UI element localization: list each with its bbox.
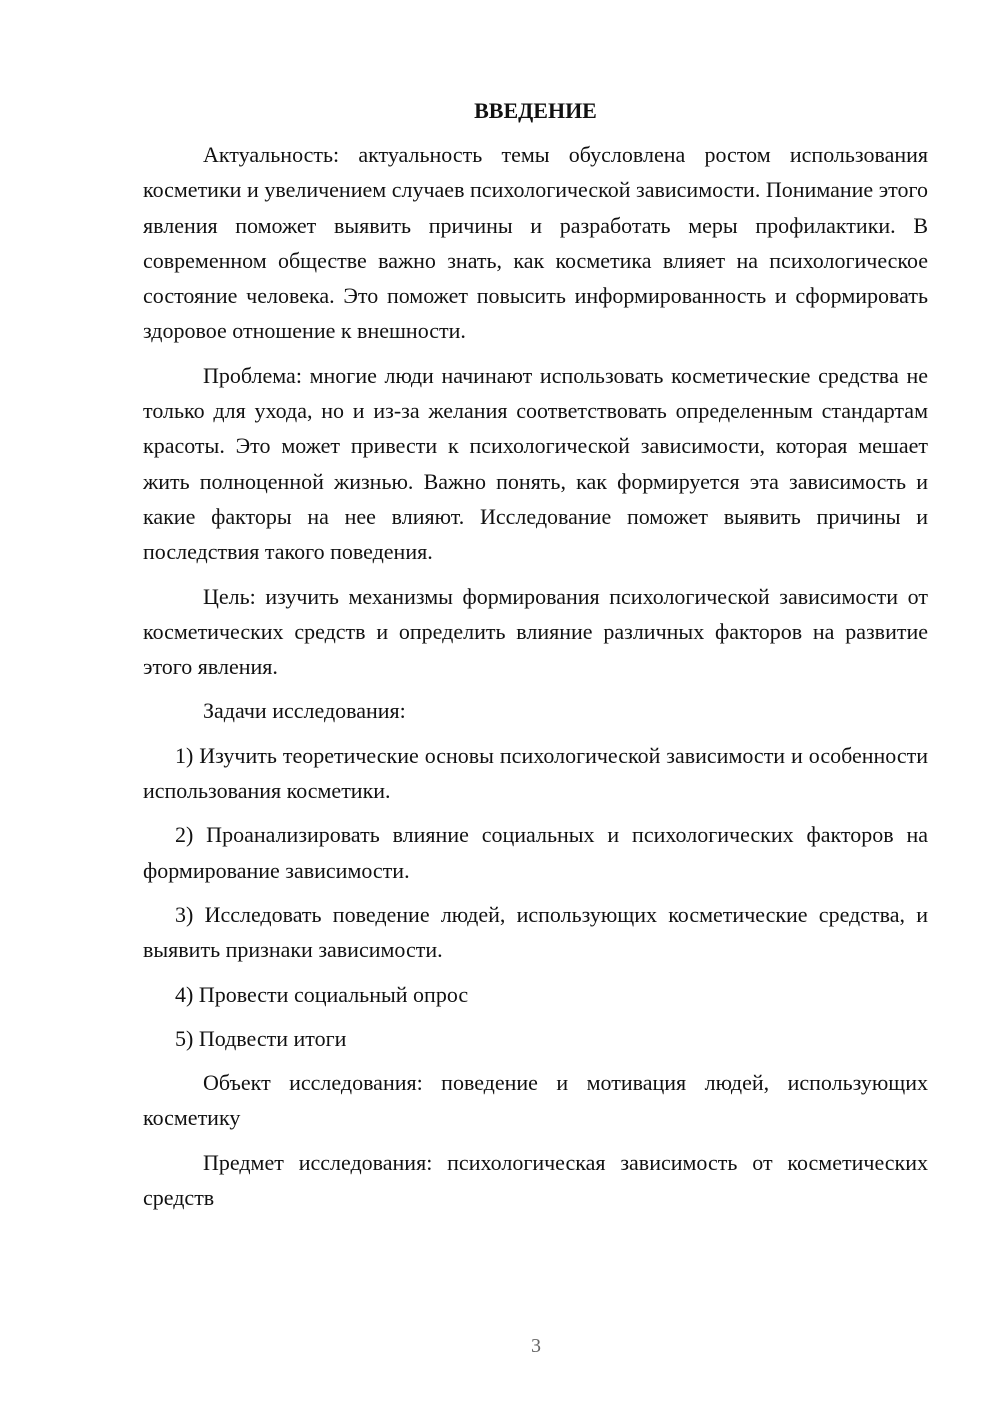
tasks-heading: Задачи исследования:: [203, 698, 406, 724]
document-page: [143, 96, 928, 1215]
object-paragraph: Объект исследования: поведение и мотивация людей, использующих косметику: [143, 1070, 928, 1131]
page-number: 3: [531, 1335, 541, 1357]
task-item-5: 5) Подвести итоги: [175, 1025, 347, 1051]
task-item-3: 3) Исследовать поведение людей, использующих косметические средства, и выявить признаки зависимости.: [143, 901, 928, 963]
task-item-4: 4) Провести социальный опрос: [175, 981, 469, 1007]
task-item-2: 2) Проанализировать влияние социальных и психологических факторов на формирование зависимости.: [143, 822, 928, 883]
relevance-paragraph: Актуальность: актуальность темы обусловлена ростом использования косметики и увеличением случаев психологической зависимости. Понимание этого явления поможет выявить причины и разработать меры профилактики. В современном обществе важно знать, как косметика влияет на психологическое состояние человека. Это поможет повысить информированность и сформировать здоровое отношение к внешности.: [143, 142, 928, 344]
task-item-1: 1) Изучить теоретические основы психологической зависимости и особенности использования косметики.: [143, 742, 928, 804]
problem-paragraph: Проблема: многие люди начинают использовать косметические средства не только для ухода, но и из-за желания соответствовать определенным стандартам красоты. Это может привести к психологической зависимости, которая мешает жить полноценной жизнью. Важно понять, как формируется эта зависимость и какие факторы на нее влияют. Исследование поможет выявить причины и последствия такого поведения.: [143, 362, 928, 565]
subject-paragraph: Предмет исследования: психологическая зависимость от косметических средств: [143, 1149, 928, 1211]
goal-paragraph: Цель: изучить механизмы формирования психологической зависимости от косметических средств и определить влияние различных факторов на развитие этого явления.: [143, 583, 928, 680]
page-title: ВВЕДЕНИЕ: [474, 98, 597, 123]
